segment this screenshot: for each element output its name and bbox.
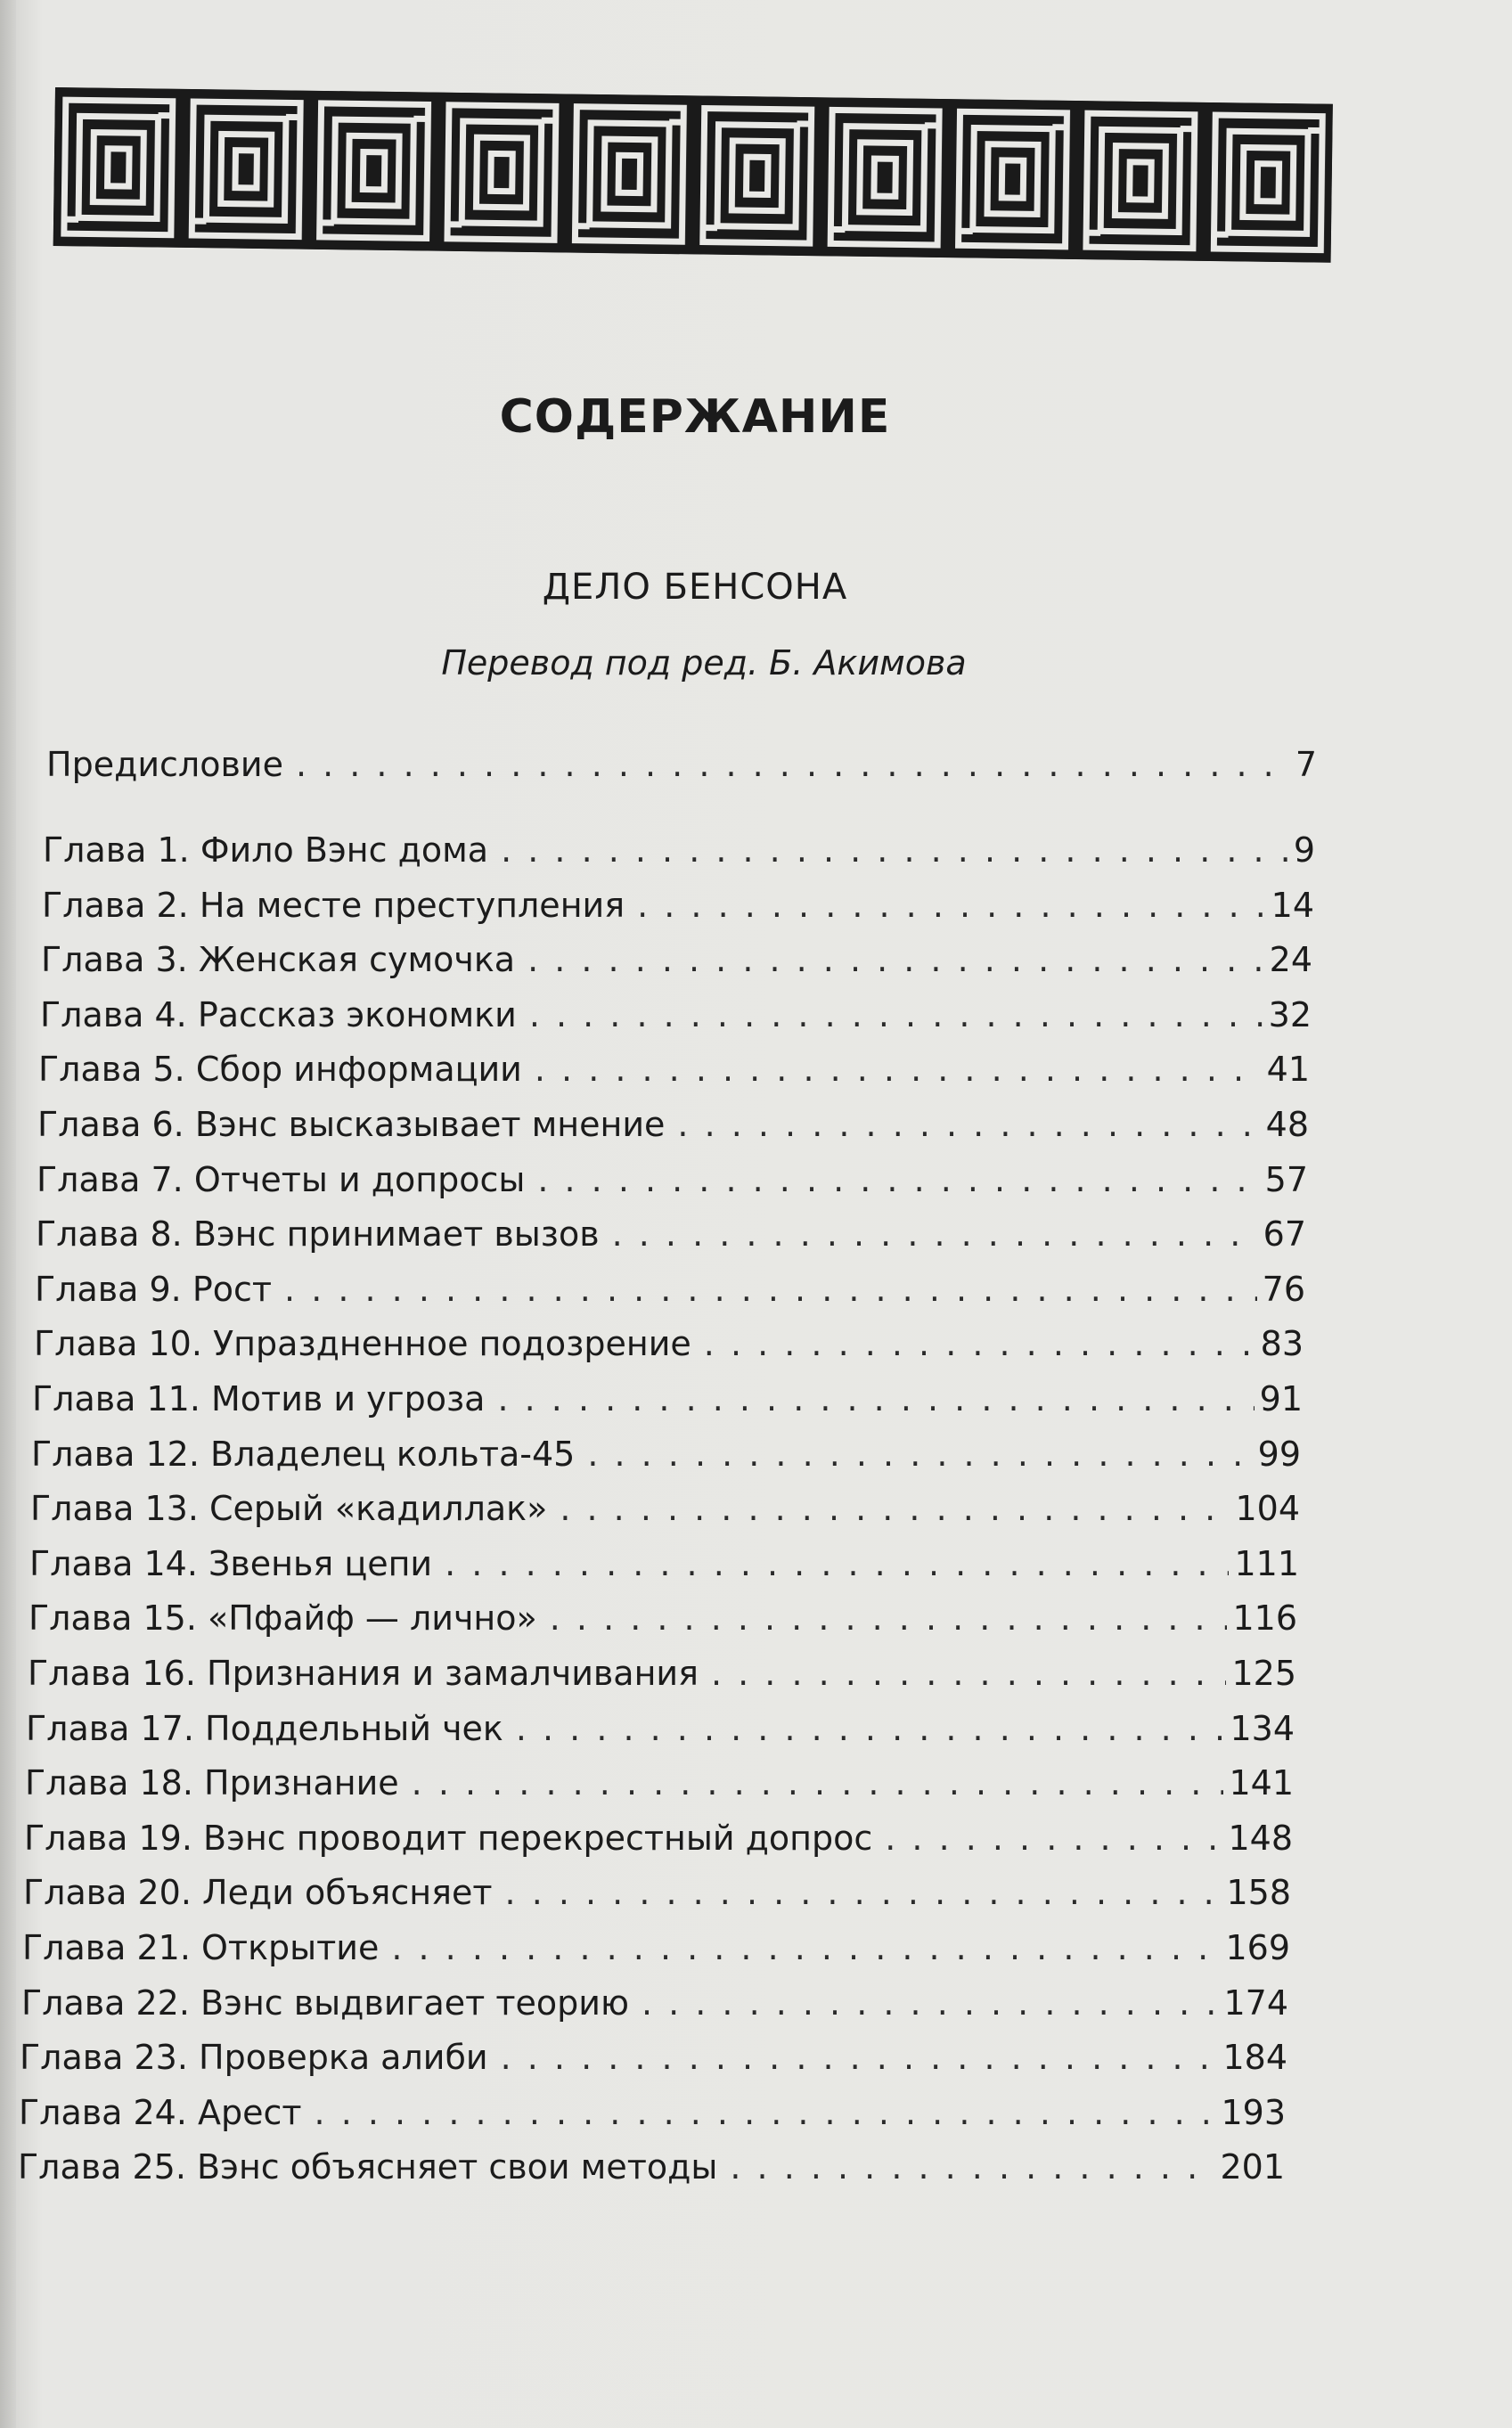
toc-page-number: 158 (1226, 1873, 1291, 1912)
toc-page-number: 41 (1266, 1050, 1310, 1089)
toc-entry-label: Глава 25. Вэнс объясняет свои методы (18, 2147, 718, 2187)
leader-dots (560, 1489, 1230, 1528)
toc-row-chapter-17[interactable] (26, 1709, 1295, 1755)
toc-entry-label: Глава 24. Арест (19, 2093, 302, 2132)
toc-entry-label: Глава 22. Вэнс выдвигает теорию (21, 1983, 629, 2023)
toc-page-number: 193 (1221, 2093, 1286, 2132)
toc-row-preface[interactable] (46, 745, 1317, 791)
toc-page-number: 7 (1295, 745, 1317, 784)
toc-page-number: 32 (1268, 995, 1312, 1034)
toc-page-number: 134 (1230, 1709, 1295, 1748)
toc-entry-label: Глава 19. Вэнс проводит перекрестный допрос (24, 1819, 873, 1858)
toc-entry-label: Предисловие (46, 745, 283, 784)
toc-entry-label: Глава 10. Упраздненное подозрение (34, 1324, 691, 1363)
leader-dots (529, 995, 1263, 1034)
toc-entry-label: Глава 20. Леди объясняет (23, 1873, 493, 1912)
toc-entry-label: Глава 21. Открытие (22, 1928, 380, 1967)
toc-entry-label: Глава 3. Женская сумочка (41, 940, 516, 979)
toc-row-chapter-3[interactable] (41, 940, 1312, 986)
toc-row-chapter-16[interactable] (28, 1654, 1296, 1700)
toc-row-chapter-24[interactable] (19, 2093, 1286, 2139)
toc-row-chapter-13[interactable] (30, 1489, 1300, 1535)
leader-dots (296, 745, 1290, 784)
toc-page-number: 14 (1271, 886, 1314, 925)
leader-dots (535, 1050, 1262, 1089)
toc-row-chapter-9[interactable] (35, 1270, 1305, 1316)
leader-dots (711, 1654, 1227, 1693)
toc-page-number: 116 (1232, 1598, 1297, 1638)
toc-entry-label: Глава 8. Вэнс принимает вызов (36, 1214, 600, 1254)
leader-dots (642, 1983, 1219, 2023)
toc-row-chapter-7[interactable] (37, 1160, 1308, 1206)
leader-dots (501, 830, 1288, 870)
toc-page-number: 91 (1259, 1379, 1303, 1418)
leader-dots (445, 1544, 1229, 1583)
leader-dots (315, 2093, 1216, 2132)
toc-entry-label: Глава 14. Звенья цепи (29, 1544, 433, 1583)
toc-entry-label: Глава 23. Проверка алиби (20, 2038, 488, 2077)
book-title: ДЕЛО БЕНСОНА (542, 567, 848, 608)
leader-dots (612, 1214, 1258, 1254)
leader-dots (677, 1105, 1260, 1144)
leader-dots (587, 1435, 1252, 1474)
toc-row-chapter-21[interactable] (22, 1928, 1290, 1974)
toc-row-chapter-23[interactable] (20, 2038, 1287, 2084)
toc-page-number: 141 (1229, 1763, 1294, 1803)
leader-dots (637, 886, 1266, 925)
toc-row-chapter-11[interactable] (32, 1379, 1303, 1426)
leader-dots (284, 1270, 1257, 1309)
toc-page-number: 83 (1260, 1324, 1304, 1363)
toc-row-chapter-10[interactable] (34, 1324, 1304, 1370)
toc-entry-label: Глава 1. Фило Вэнс дома (43, 830, 489, 870)
leader-dots (704, 1324, 1255, 1363)
toc-entry-label: Глава 6. Вэнс высказывает мнение (37, 1105, 666, 1144)
leader-dots (412, 1763, 1224, 1803)
leader-dots (550, 1598, 1228, 1638)
leader-dots (516, 1709, 1225, 1748)
toc-page-number: 169 (1225, 1928, 1290, 1967)
toc-page-number: 184 (1222, 2038, 1287, 2077)
toc-page-number: 24 (1269, 940, 1312, 979)
toc-row-chapter-22[interactable] (21, 1983, 1288, 2030)
leader-dots (527, 940, 1264, 979)
toc-entry-label: Глава 12. Владелец кольта-45 (31, 1435, 576, 1474)
toc-row-chapter-2[interactable] (42, 886, 1314, 932)
toc-entry-label: Глава 17. Поддельный чек (26, 1709, 503, 1748)
toc-page-number: 148 (1228, 1819, 1293, 1858)
toc-page-number: 104 (1235, 1489, 1300, 1528)
toc-page-number: 174 (1223, 1983, 1288, 2023)
page-title: СОДЕРЖАНИЕ (499, 390, 891, 444)
toc-page-number: 76 (1262, 1270, 1305, 1309)
toc-entry-label: Глава 9. Рост (35, 1270, 273, 1309)
leader-dots (730, 2147, 1214, 2187)
toc-page-number: 125 (1231, 1654, 1296, 1693)
toc-entry-label: Глава 13. Серый «кадиллак» (30, 1489, 548, 1528)
toc-row-chapter-5[interactable] (38, 1050, 1310, 1096)
toc-page-number: 48 (1265, 1105, 1309, 1144)
toc-row-chapter-12[interactable] (31, 1435, 1301, 1481)
toc-row-chapter-6[interactable] (37, 1105, 1309, 1151)
toc-row-chapter-25[interactable] (18, 2147, 1285, 2194)
toc-entry-label: Глава 4. Рассказ экономки (40, 995, 517, 1034)
toc-entry-label: Глава 7. Отчеты и допросы (37, 1160, 526, 1199)
translator-credit: Перевод под ред. Б. Акимова (441, 643, 967, 683)
toc-page-number: 67 (1263, 1214, 1306, 1254)
toc-page-number: 201 (1220, 2147, 1285, 2187)
leader-dots (501, 2038, 1218, 2077)
toc-entry-label: Глава 2. На месте преступления (42, 886, 625, 925)
toc-entry-label: Глава 18. Признание (25, 1763, 399, 1803)
leader-dots (391, 1928, 1220, 1967)
toc-entry-label: Глава 15. «Пфайф — лично» (29, 1598, 537, 1638)
toc-row-chapter-19[interactable] (24, 1819, 1293, 1865)
toc-page-number: 99 (1257, 1435, 1301, 1474)
toc-entry-label: Глава 11. Мотив и угроза (32, 1379, 486, 1418)
toc-entry-label: Глава 5. Сбор информации (38, 1050, 522, 1089)
toc-page-number: 111 (1234, 1544, 1299, 1583)
toc-page-number: 57 (1264, 1160, 1308, 1199)
toc-entry-label: Глава 16. Признания и замалчивания (28, 1654, 699, 1693)
leader-dots (505, 1873, 1222, 1912)
toc-row-chapter-8[interactable] (36, 1214, 1306, 1261)
toc-row-chapter-4[interactable] (40, 995, 1312, 1042)
toc-row-chapter-1[interactable] (43, 830, 1315, 877)
toc-row-chapter-14[interactable] (29, 1544, 1299, 1590)
toc-row-chapter-18[interactable] (25, 1763, 1294, 1810)
leader-dots (885, 1819, 1222, 1858)
toc-page-number: 9 (1293, 830, 1315, 870)
toc-row-chapter-15[interactable] (29, 1598, 1297, 1645)
leader-dots (537, 1160, 1259, 1199)
toc-row-chapter-20[interactable] (23, 1873, 1291, 1919)
leader-dots (497, 1379, 1254, 1418)
